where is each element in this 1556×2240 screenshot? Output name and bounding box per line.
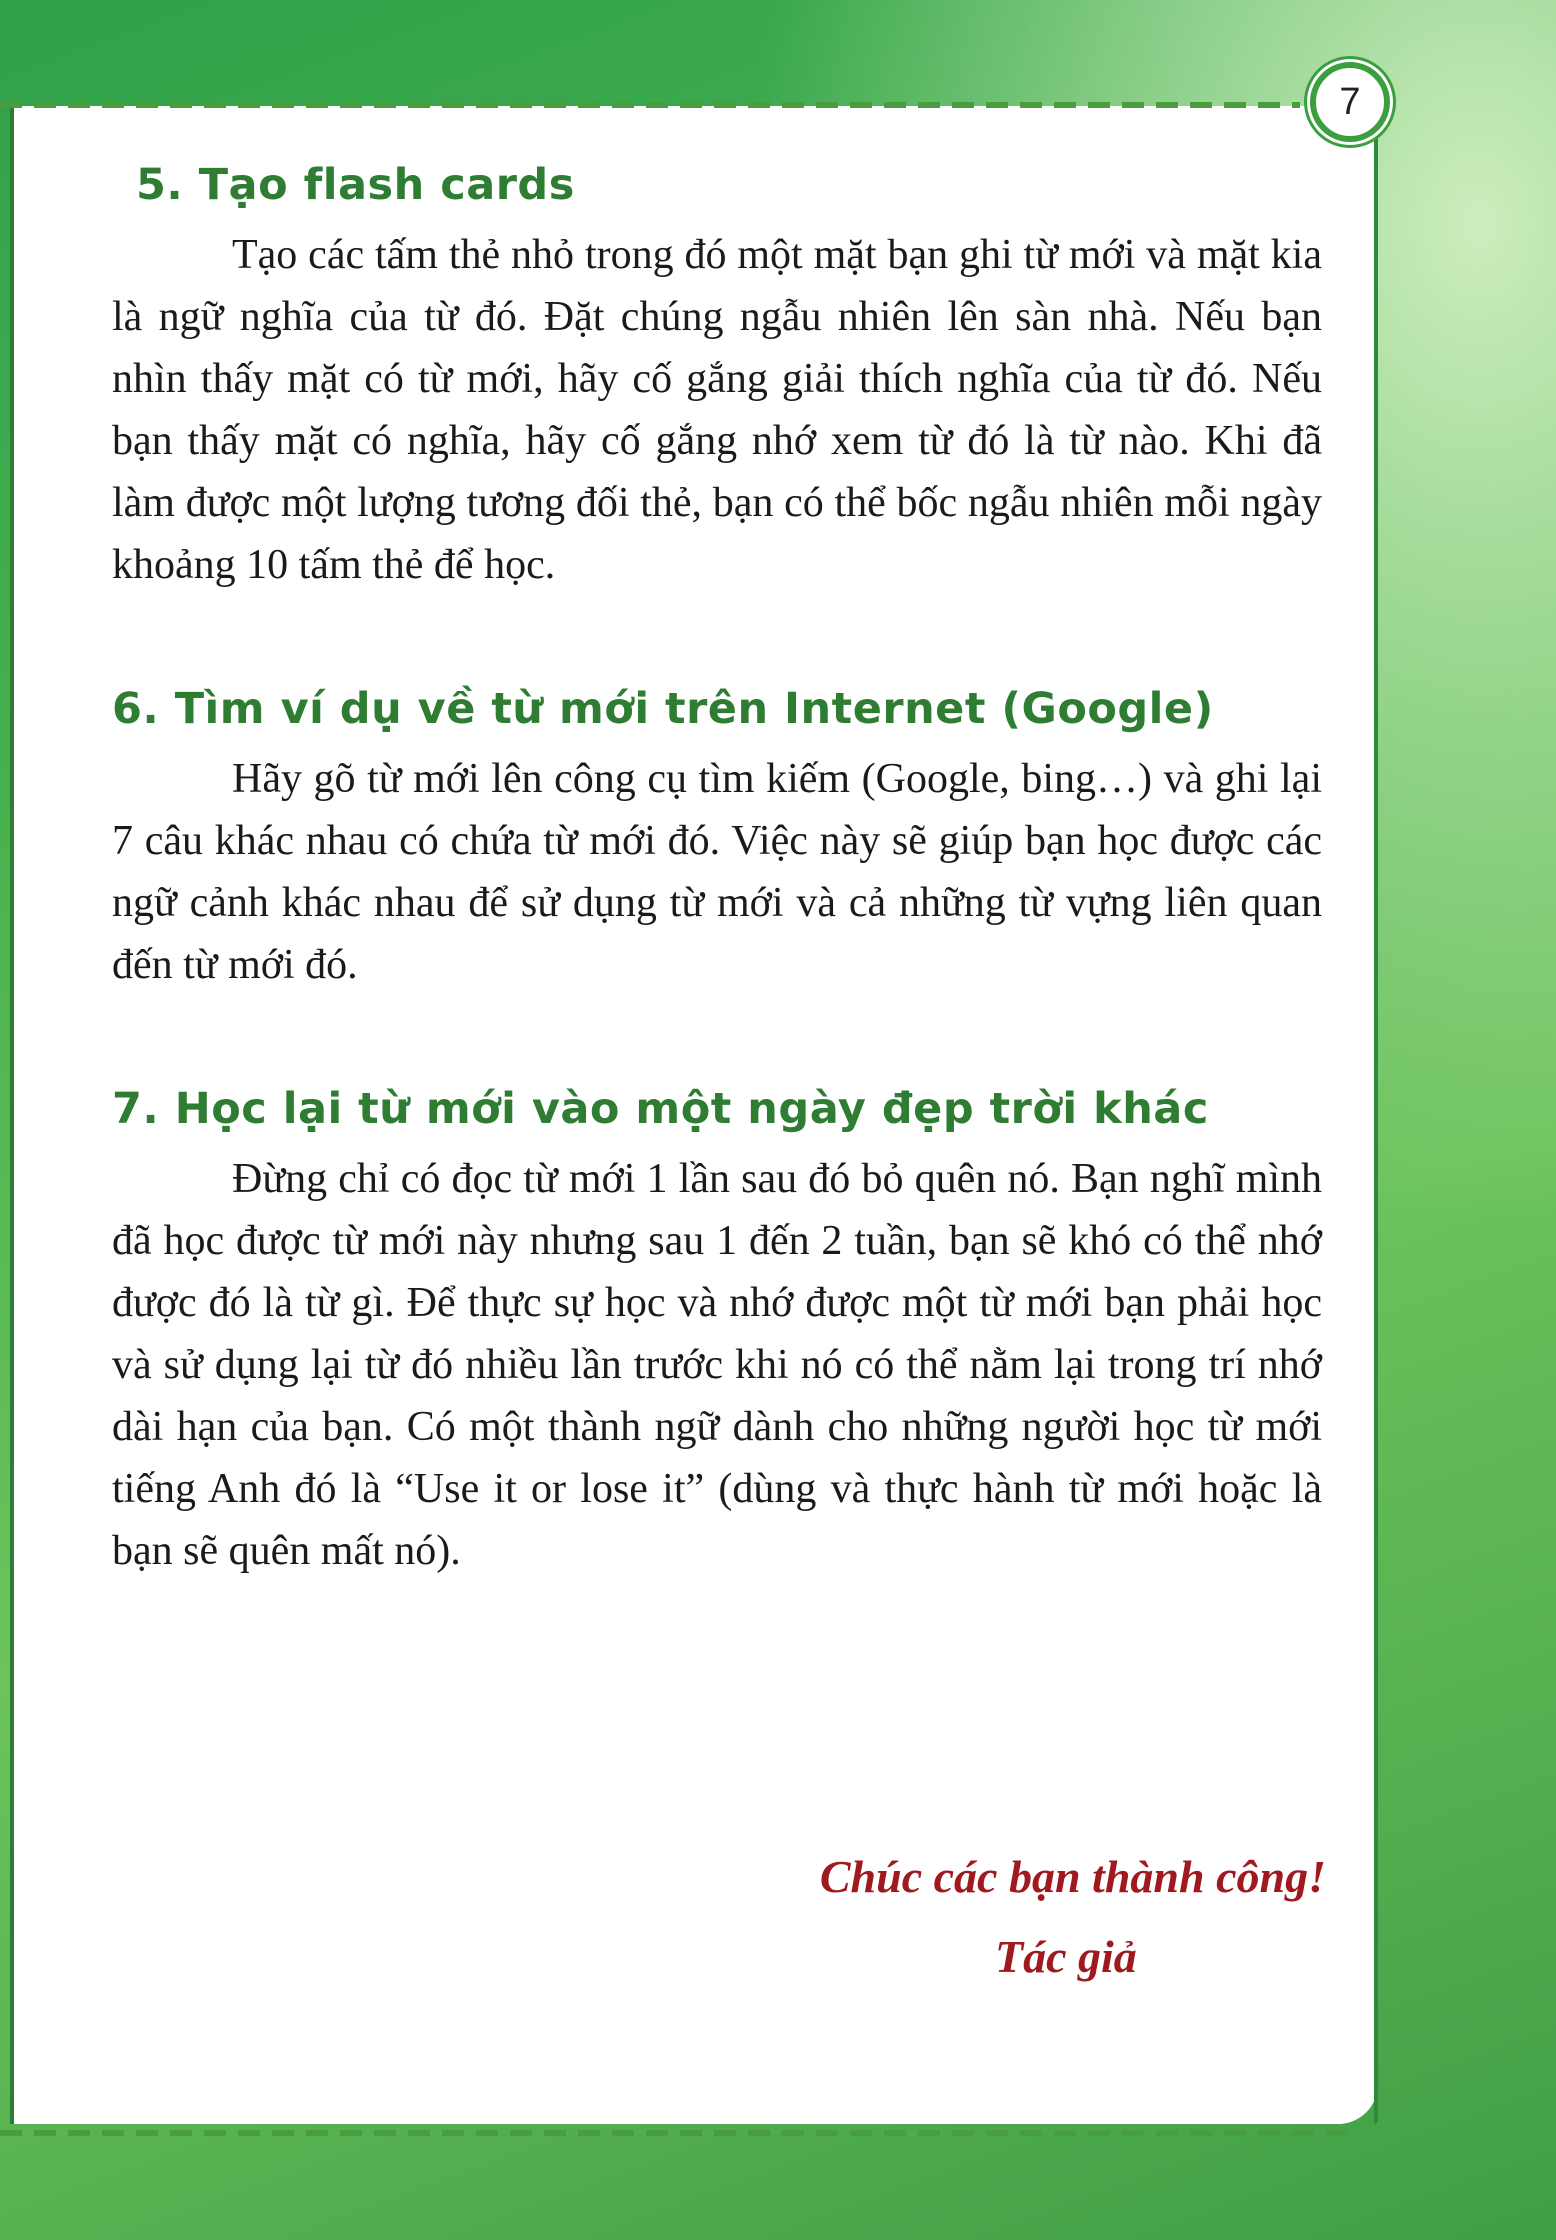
section-spacer: [112, 996, 1322, 1084]
section-heading-internet-examples: 6. Tìm ví dụ về từ mới trên Internet (Google): [112, 684, 1214, 734]
signoff-text: Chúc các bạn thành công!: [819, 1851, 1326, 1902]
page-content: [112, 160, 1322, 1582]
top-dashed-border: [0, 102, 1300, 108]
section-heading-flash-cards: 5. Tạo flash cards: [136, 160, 575, 210]
author-text: Tác giả: [995, 1931, 1137, 1982]
section-body-review-words: Đừng chỉ có đọc từ mới 1 lần sau đó bỏ quên nó. Bạn nghĩ mình đã học được từ mới này nhưng sau 1 đến 2 tuần, bạn sẽ khó có thể nhớ được đó là từ gì. Để thực sự học và nhớ được một từ mới bạn phải học và sử dụng lại từ đó nhiều lần trước khi nó có thể nằm lại trong trí nhớ dài hạn của bạn. Có một thành ngữ dành cho những người học từ mới tiếng Anh đó là “Use it or lose it” (dùng và thực hành từ mới hoặc là bạn sẽ quên mất nó).: [112, 1156, 1322, 1574]
section-body-internet-examples: Hãy gõ từ mới lên công cụ tìm kiếm (Google, bing…) và ghi lại 7 câu khác nhau có chứa từ mới đó. Việc này sẽ giúp bạn học được các ngữ cảnh khác nhau để sử dụng từ mới và cả những từ vựng liên quan đến từ mới đó.: [112, 756, 1322, 988]
section-body-flash-cards: Tạo các tấm thẻ nhỏ trong đó một mặt bạn ghi từ mới và mặt kia là ngữ nghĩa của từ đó. Đặt chúng ngẫu nhiên lên sàn nhà. Nếu bạn nhìn thấy mặt có từ mới, hãy cố gắng giải thích nghĩa của từ đó. Nếu bạn thấy mặt có nghĩa, hãy cố gắng nhớ xem từ đó là từ nào. Khi đã làm được một lượng tương đối thẻ, bạn có thể bốc ngẫu nhiên mỗi ngày khoảng 10 tấm thẻ để học.: [112, 232, 1322, 588]
section-heading-review-words: 7. Học lại từ mới vào một ngày đẹp trời khác: [112, 1084, 1209, 1134]
section-spacer: [112, 596, 1322, 684]
page-number: 7: [1310, 62, 1390, 142]
bottom-dashed-border: [0, 2130, 1360, 2136]
